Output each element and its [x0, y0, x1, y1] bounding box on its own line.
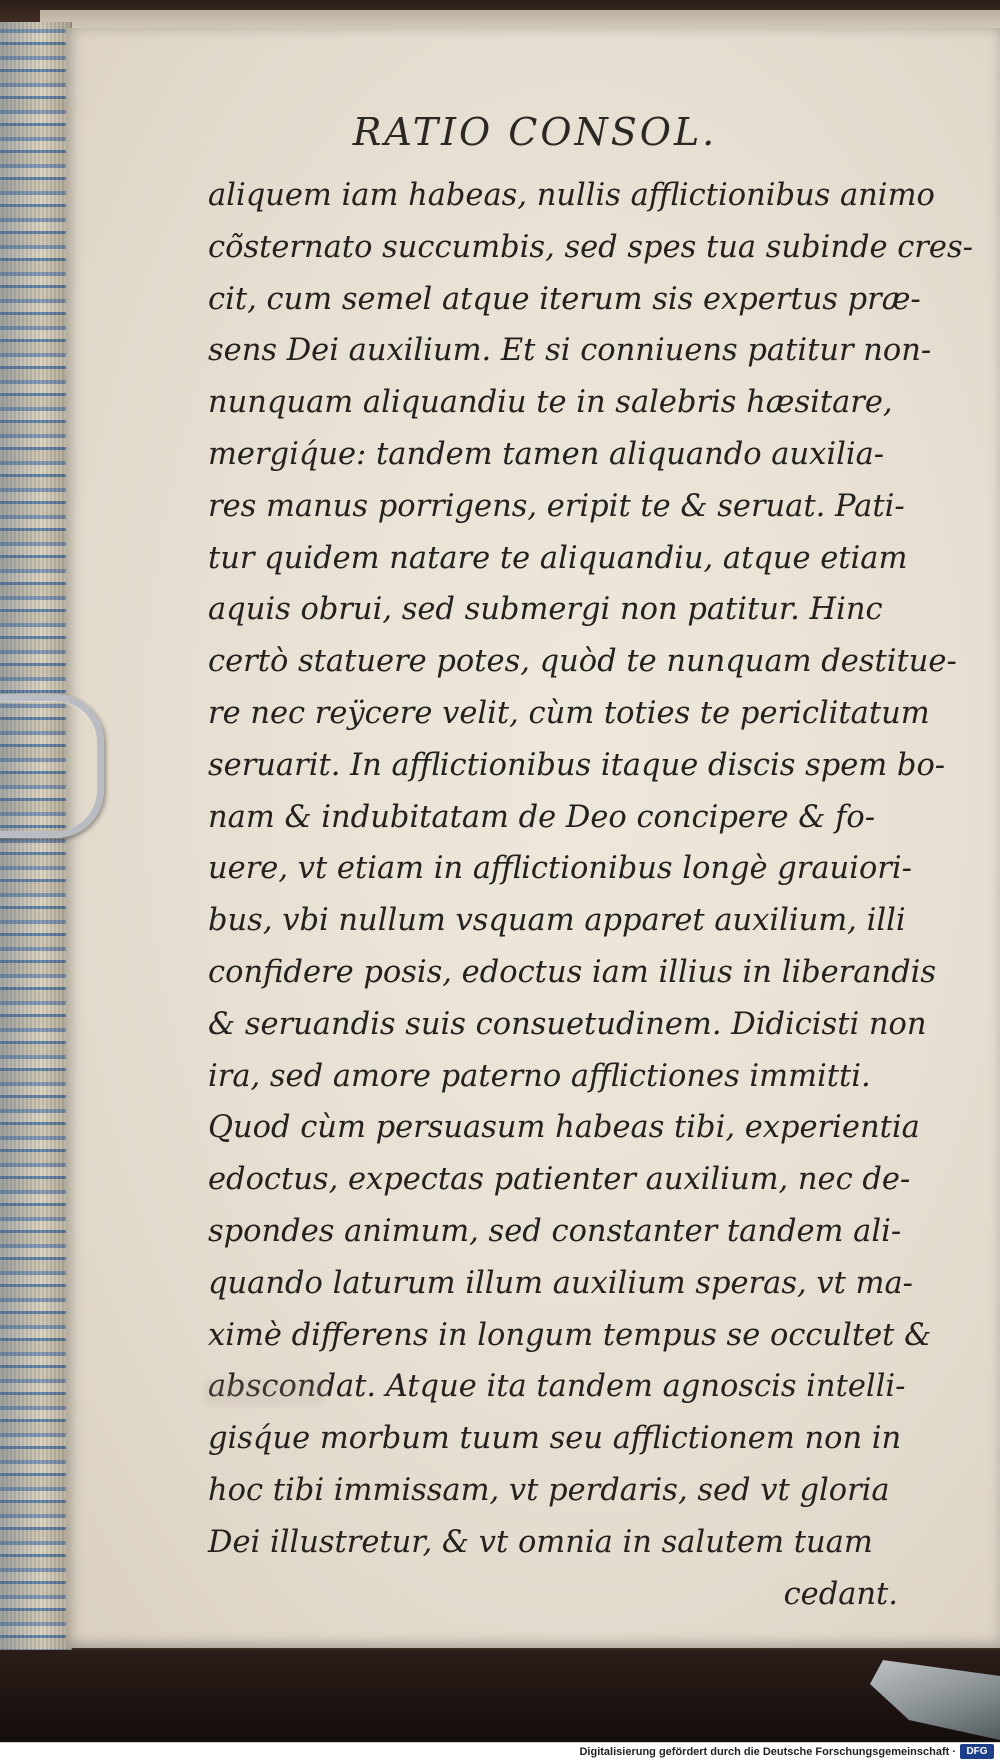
text-line: mergiq́ue: tandem tamen aliquando auxilia-: [208, 436, 885, 472]
text-line: seruarit. In afflictionibus itaque discis spem bo-: [208, 747, 946, 783]
page-fore-edge: [0, 22, 72, 1662]
text-line: ira, sed amore paterno afflictiones immitti.: [208, 1058, 871, 1094]
text-line: Dei illustretur, & vt omnia in salutem tuam: [208, 1524, 873, 1560]
text-line: certò statuere potes, quòd te nunquam destitue-: [208, 644, 957, 680]
text-line: edoctus, expectas patienter auxilium, nec de-: [208, 1162, 911, 1198]
text-line: ximè differens in longum tempus se occultet &: [208, 1317, 932, 1353]
text-line: res manus porrigens, eripit te & seruat. Pati-: [208, 488, 905, 524]
text-line: uere, vt etiam in afflictionibus longè grauiori-: [208, 851, 912, 887]
text-line: re nec reÿcere velit, cùm toties te periclitatum: [208, 695, 930, 731]
text-line: confidere posis, edoctus iam illius in liberandis: [208, 954, 937, 990]
text-line: cõsternato succumbis, sed spes tua subinde cres-: [208, 229, 973, 265]
text-line: nunquam aliquandiu te in salebris hæsitare,: [208, 385, 893, 421]
text-line: spondes animum, sed constanter tandem ali-: [208, 1213, 902, 1249]
text-line: nam & indubitatam de Deo concipere & fo-: [208, 799, 876, 835]
dfg-logo: DFG: [960, 1744, 994, 1759]
text-line-final: cedant.: [783, 1576, 898, 1612]
text-line: aquis obrui, sed submergi non patitur. Hinc: [208, 592, 883, 628]
text-line: quando laturum illum auxilium speras, vt ma-: [208, 1265, 913, 1301]
faint-stamp-mark: [205, 1380, 325, 1406]
text-line: Quod cùm persuasum habeas tibi, experientia: [208, 1110, 920, 1146]
text-line: sens Dei auxilium. Et si conniuens patitur non-: [208, 333, 932, 369]
text-line: tur quidem natare te aliquandiu, atque etiam: [208, 540, 908, 576]
text-line: abscondat. Atque ita tandem agnoscis intelli-: [208, 1369, 906, 1405]
text-line: & seruandis suis consuetudinem. Didicisti non: [208, 1006, 927, 1042]
text-line: cit, cum semel atque iterum sis expertus præ-: [208, 281, 921, 317]
footer-credit: Digitalisierung gefördert durch die Deutsche Forschungsgemeinschaft ·: [579, 1746, 956, 1758]
text-line: bus, vbi nullum vsquam apparet auxilium, illi: [208, 903, 906, 939]
text-line: aliquem iam habeas, nullis afflictionibus animo: [208, 178, 935, 213]
running-head-text: RATIO CONSOL.: [352, 110, 718, 154]
text-line: gisq́ue morbum tuum seu afflictionem non in: [208, 1421, 902, 1457]
paperclip-icon: [0, 694, 104, 838]
running-head: [0, 110, 1000, 154]
text-line: hoc tibi immissam, vt perdaris, sed vt gloria: [208, 1472, 890, 1508]
